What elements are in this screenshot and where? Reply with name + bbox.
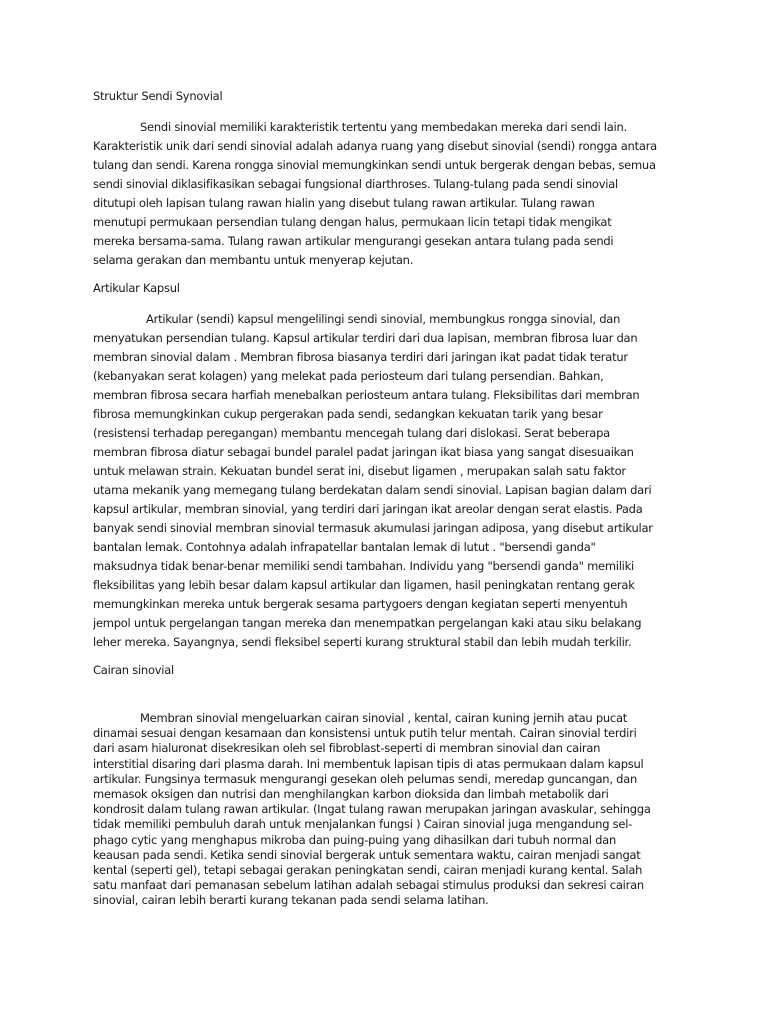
- text-line: banyak sendi sinovial membran sinovial termasuk akumulasi jaringan adiposa, yang disebut artikular: [93, 521, 653, 535]
- text-line: phago cytic yang menghapus mikroba dan puing-puing yang dihasilkan dari tubuh normal dan: [93, 832, 616, 847]
- text-line: bantalan lemak. Contohnya adalah infrapatellar bantalan lemak di lutut . "bersendi ganda": [93, 540, 596, 554]
- text-line: dari asam hialuronat disekresikan oleh sel fibroblast-seperti di membran sinovial dan cairan: [93, 741, 601, 756]
- text-line: membran fibrosa secara harfiah menebalkan periosteum antara tulang. Fleksibilitas dari membran: [93, 388, 640, 402]
- text-line: memasok oksigen dan nutrisi dan menghilangkan karbon dioksida dan limbah metabolik dari: [93, 787, 609, 802]
- paragraph-struktur: [93, 118, 683, 270]
- text-line: Sendi sinovial memiliki karakteristik tertentu yang membedakan mereka dari sendi lain.: [140, 120, 627, 134]
- text-line: menutupi permukaan persendian tulang dengan halus, permukaan licin tetapi tidak mengikat: [93, 215, 612, 229]
- section-heading-cairan: Cairan sinovial: [93, 663, 174, 677]
- section-heading-struktur: Struktur Sendi Synovial: [93, 89, 223, 103]
- text-line: dinamai sesuai dengan kesamaan dan konsistensi untuk putih telur mentah. Cairan sinovial terdiri: [93, 726, 637, 741]
- text-line: keausan pada sendi. Ketika sendi sinovial bergerak untuk sementara waktu, cairan menjadi sangat: [93, 847, 641, 862]
- text-line: tulang dan sendi. Karena rongga sinovial memungkinkan sendi untuk bergerak dengan bebas, semua: [93, 158, 656, 172]
- section-heading-kapsul: Artikular Kapsul: [93, 281, 180, 295]
- text-line: fibrosa memungkinkan cukup pergerakan pada sendi, sedangkan kekuatan tarik yang besar: [93, 407, 603, 421]
- text-line: membran sinovial dalam . Membran fibrosa biasanya terdiri dari jaringan ikat padat tidak teratur: [93, 350, 628, 364]
- text-line: jempol untuk pergelangan tangan mereka dan menempatkan pergelangan kaki atau siku belakang: [93, 616, 642, 630]
- text-line: fleksibilitas yang lebih besar dalam kapsul artikular dan ligamen, hasil peningkatan rentang gerak: [93, 578, 635, 592]
- text-line: menyatukan persendian tulang. Kapsul artikular terdiri dari dua lapisan, membran fibrosa luar dan: [93, 331, 638, 345]
- text-line: maksudnya tidak benar-benar memiliki sendi tambahan. Individu yang "bersendi ganda" memiliki: [93, 559, 634, 573]
- text-line: sendi sinovial diklasifikasikan sebagai fungsional diarthroses. Tulang-tulang pada sendi sinovial: [93, 177, 618, 191]
- text-line: Artikular (sendi) kapsul mengelilingi sendi sinovial, membungkus rongga sinovial, dan: [146, 312, 621, 326]
- text-line: selama gerakan dan membantu untuk menyerap kejutan.: [93, 253, 414, 267]
- text-line: artikular. Fungsinya termasuk mengurangi gesekan oleh pelumas sendi, meredap guncangan, dan: [93, 771, 638, 786]
- text-line: interstitial disaring dari plasma darah. Ini membentuk lapisan tipis di atas permukaan dalam kapsul: [93, 756, 644, 771]
- text-line: (resistensi terhadap peregangan) membantu mencegah tulang dari dislokasi. Serat beberapa: [93, 426, 610, 440]
- text-line: kental (seperti gel), tetapi sebagai gerakan peningkatan sendi, cairan menjadi kurang kental. Salah: [93, 863, 643, 878]
- text-line: Membran sinovial mengeluarkan cairan sinovial , kental, cairan kuning jernih atau pucat: [140, 711, 628, 725]
- text-line: sinovial, cairan lebih berarti kurang tekanan pada sendi selama latihan.: [93, 893, 489, 908]
- text-line: membran fibrosa diatur sebagai bundel paralel padat jaringan ikat biasa yang sangat disesuaikan: [93, 445, 634, 459]
- text-line: utama mekanik yang memegang tulang berdekatan dalam sendi sinovial. Lapisan bagian dalam dari: [93, 483, 652, 497]
- text-line: memungkinkan mereka untuk bergerak sesama partygoers dengan kegiatan seperti menyentuh: [93, 597, 628, 611]
- text-line: leher mereka. Sayangnya, sendi fleksibel seperti kurang struktural stabil dan lebih mudah terkilir.: [93, 635, 632, 649]
- text-line: untuk melawan strain. Kekuatan bundel serat ini, disebut ligamen , merupakan salah satu faktor: [93, 464, 626, 478]
- paragraph-cairan: [93, 711, 683, 909]
- text-line: tidak memiliki pembuluh darah untuk menjalankan fungsi ) Cairan sinovial juga mengandung sel-: [93, 817, 633, 832]
- text-line: satu manfaat dari pemanasan sebelum latihan adalah sebagai stimulus produksi dan sekresi cairan: [93, 878, 644, 893]
- text-line: ditutupi oleh lapisan tulang rawan hialin yang disebut tulang rawan artikular. Tulang rawan: [93, 196, 595, 210]
- text-line: kondrosit dalam tulang rawan artikular. (Ingat tulang rawan merupakan jaringan avaskular, sehingga: [93, 802, 651, 817]
- paragraph-kapsul: [93, 310, 683, 652]
- text-line: (kebanyakan serat kolagen) yang melekat pada periosteum dari tulang persendian. Bahkan,: [93, 369, 604, 383]
- text-line: mereka bersama-sama. Tulang rawan artikular mengurangi gesekan antara tulang pada sendi: [93, 234, 614, 248]
- text-line: Karakteristik unik dari sendi sinovial adalah adanya ruang yang disebut sinovial (sendi) rongga antara: [93, 139, 657, 153]
- text-line: kapsul artikular, membran sinovial, yang terdiri dari jaringan ikat areolar dengan serat elastis. Pada: [93, 502, 643, 516]
